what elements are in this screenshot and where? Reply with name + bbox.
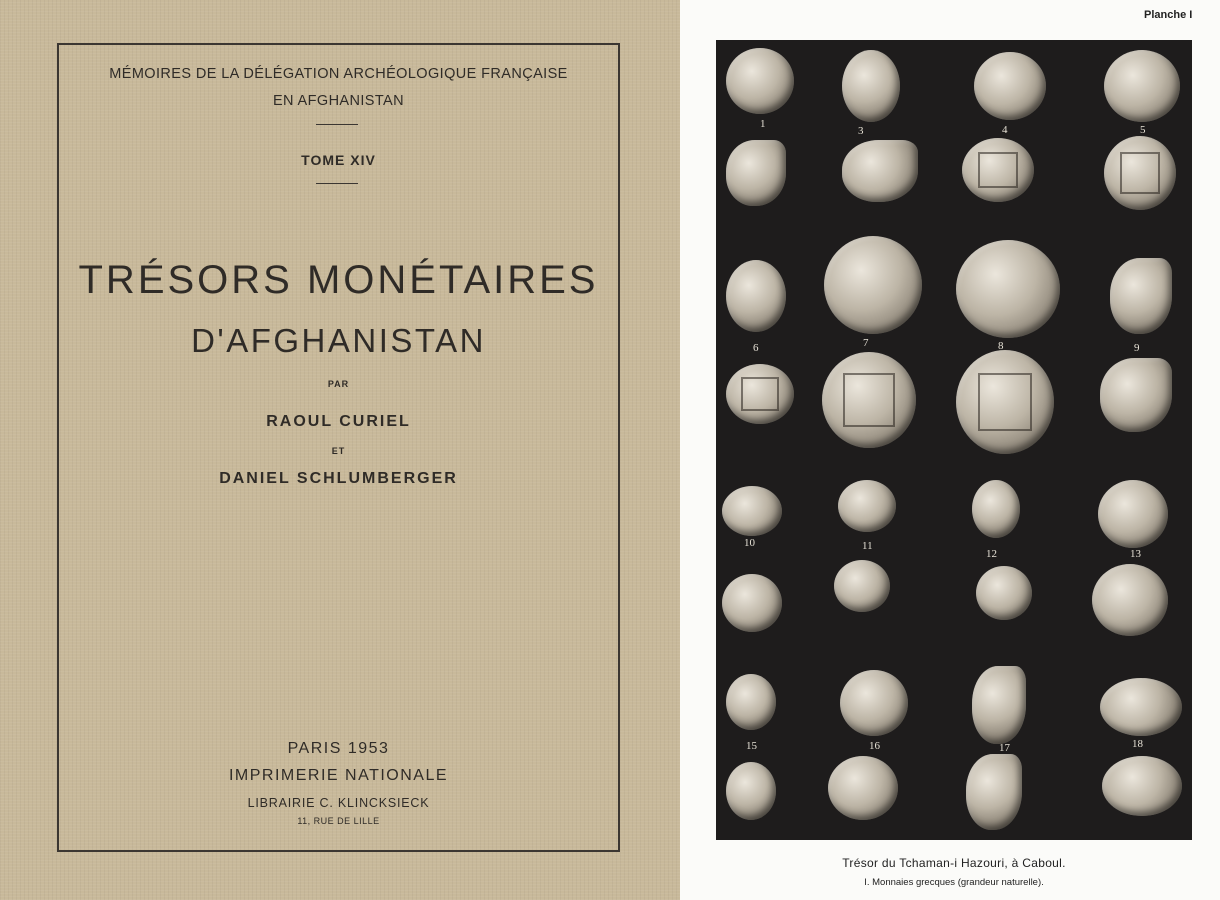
book-title-line-1: TRÉSORS MONÉTAIRES (78, 258, 599, 302)
divider-rule (316, 124, 358, 125)
divider-rule (316, 183, 358, 184)
coin-image (972, 480, 1020, 538)
coin-image (840, 670, 908, 736)
coin-number: 15 (746, 740, 757, 752)
coin-number: 9 (1134, 342, 1140, 354)
coin-image (838, 480, 896, 532)
coin-image (842, 140, 918, 202)
imprint-publisher: LIBRAIRIE C. KLINCKSIECK (247, 796, 430, 810)
coin-image (726, 674, 776, 730)
coin-number: 12 (986, 548, 997, 560)
coin-image (1100, 678, 1182, 736)
series-title-line-2: EN AFGHANISTAN (272, 93, 405, 109)
series-title-line-1: MÉMOIRES DE LA DÉLÉGATION ARCHÉOLOGIQUE FRANÇAISE (109, 66, 568, 82)
by-label: PAR (327, 379, 350, 389)
coin-number: 8 (998, 340, 1004, 352)
coin-image (722, 486, 782, 536)
coin-image (822, 352, 916, 448)
coin-number: 10 (744, 537, 755, 549)
coin-image (962, 138, 1034, 202)
coin-image (1104, 136, 1176, 210)
coin-number: 13 (1130, 548, 1141, 560)
coin-number: 17 (999, 742, 1010, 754)
coin-number: 7 (863, 337, 869, 349)
coin-image (828, 756, 898, 820)
coin-image (956, 350, 1054, 454)
coin-number: 3 (858, 125, 864, 137)
coin-image (1098, 480, 1168, 548)
imprint-printer: IMPRIMERIE NATIONALE (228, 767, 449, 784)
and-label: ET (331, 446, 346, 456)
author-2: DANIEL SCHLUMBERGER (219, 470, 458, 487)
coin-image (1110, 258, 1172, 334)
coin-number: 18 (1132, 738, 1143, 750)
coin-number: 1 (760, 118, 766, 130)
coin-number: 16 (869, 740, 880, 752)
coin-image (1104, 50, 1180, 122)
plate-caption-title: Trésor du Tchaman-i Hazouri, à Caboul. (842, 856, 1066, 870)
coin-image (842, 50, 900, 122)
coin-image (726, 140, 786, 206)
coin-image (1100, 358, 1172, 432)
coin-image (726, 364, 794, 424)
plate-label: Planche I (1144, 9, 1193, 21)
coin-image (1102, 756, 1182, 816)
coin-plate-photo (716, 40, 1192, 840)
imprint-place-year: PARIS 1953 (287, 740, 390, 757)
coin-image (824, 236, 922, 334)
plate-caption-subtitle: I. Monnaies grecques (grandeur naturelle). (864, 877, 1044, 888)
coin-image (976, 566, 1032, 620)
tome-number: TOME XIV (301, 152, 376, 168)
coin-image (974, 52, 1046, 120)
coin-number: 4 (1002, 124, 1008, 136)
coin-image (1092, 564, 1168, 636)
coin-image (966, 754, 1022, 830)
coin-image (834, 560, 890, 612)
author-1: RAOUL CURIEL (266, 413, 411, 430)
coin-number: 6 (753, 342, 759, 354)
coin-number: 11 (862, 540, 873, 552)
coin-image (726, 260, 786, 332)
coin-image (956, 240, 1060, 338)
coin-image (726, 762, 776, 820)
coin-number: 5 (1140, 124, 1146, 136)
coin-image (722, 574, 782, 632)
coin-image (726, 48, 794, 114)
coin-image (972, 666, 1026, 744)
book-title-line-2: D'AFGHANISTAN (191, 322, 486, 359)
imprint-address: 11, RUE DE LILLE (297, 816, 380, 826)
